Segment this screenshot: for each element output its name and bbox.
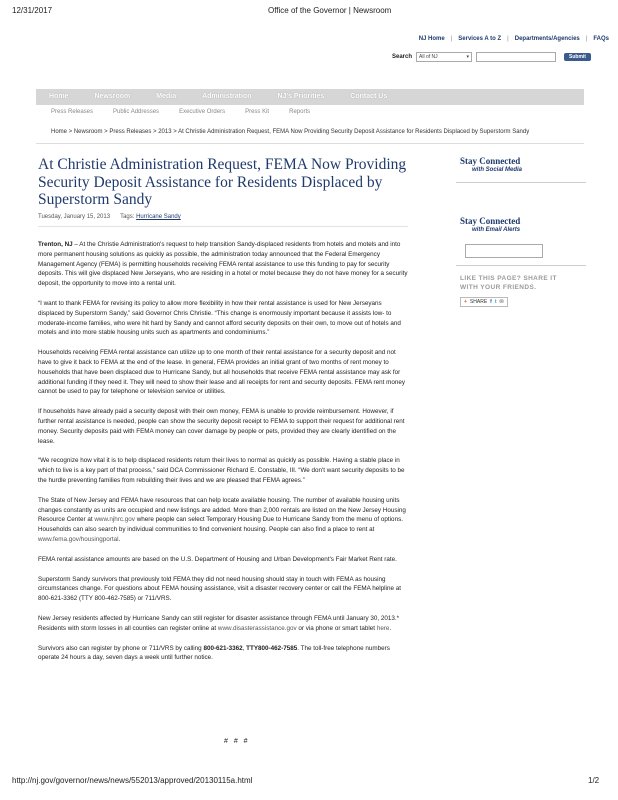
social-title: Stay Connected [460,156,521,166]
util-faqs[interactable]: FAQs [593,36,609,42]
disaster-assistance-link[interactable]: www.disasterassistance.gov [217,624,297,632]
share-label: SHARE [469,299,488,305]
facebook-icon: f [490,299,492,305]
divider [456,182,586,183]
tags-label: Tags: [120,214,135,220]
util-services[interactable]: Services A to Z [458,36,502,42]
end-mark: # # # [224,738,250,745]
paragraph [38,240,408,289]
nav-media[interactable]: Media [156,93,177,100]
paragraph: If households have already paid a security deposit with their own money, FEMA is unable to provide reimbursement. However, if further rental assistance is needed, people can show the security deposit receipt to FEMA to support their request for additional rent money. Security deposits paid with FEMA money can cover damage by people or pets, provided they are clearly identified on the lease. [38,408,405,445]
share-prompt-line: LIKE THIS PAGE? SHARE IT [460,275,557,282]
paragraph-text: . The toll-free telephone numbers operate 24 hours a day, seven days a week until further notice. [38,644,390,662]
submit-button[interactable]: Submit [564,53,591,61]
print-date: 12/31/2017 [12,6,53,15]
search-input[interactable] [476,52,556,62]
paragraph: Households receiving FEMA rental assistance can utilize up to one month of their rental assistance for a security deposit and not have to give it back to FEMA at the end of the lease. In general, FEMA provides an initial grant of two months of rent money to households that have been displaced due to Hurricane Sandy, but all households that receive FEMA rental assistance may ask for additional funding if they need it. They will need to show their lease and all receipts for rent and security deposits. FEMA rent money cannot be used to pay for telephone or television service or utilities. [38,349,406,396]
social-subtitle[interactable]: with Social Media [472,167,523,173]
print-url: http://nj.gov/governor/news/news/552013/approved/20130115a.html [12,776,253,785]
subnav-press-releases[interactable]: Press Releases [51,109,94,115]
search-scope-select[interactable] [416,52,472,62]
print-title: Office of the Governor | Newsroom [268,6,392,15]
plus-icon: + [464,299,467,305]
paragraph-text: The State of New Jersey and FEMA have resources that can help locate available housing. The number of available housing units changes constantly as units are occupied and new listings are added. More than 2,000 rentals are listed on the New Jersey Housing Resource Center at [38,496,406,524]
paragraph [38,644,408,664]
tag-link[interactable]: Hurricane Sandy [136,214,181,220]
paragraph-text: or via phone or smart tablet [296,624,377,632]
fema-housing-link[interactable]: www.fema.gov/housingportal [38,535,119,543]
utility-nav [416,36,612,42]
paragraph [38,614,408,634]
tablet-link[interactable]: here [376,624,390,632]
nav-newsroom[interactable]: Newsroom [94,93,131,100]
paragraph-text: , [242,644,247,652]
subnav-public-addresses[interactable]: Public Addresses [113,109,160,115]
paragraph-text: – At the Christie Administration's request to help transition Sandy-displaced residents from hotels and motels and into more permanent housing solutions as quickly as possible, the administration today announced that the Federal Emergency Management Agency (FEMA) is permitting households receiving FEMA rental assistance to use this funding to pay for security deposits. This will give displaced New Jerseyans, who are residing in a hotel or motel because they do not have money for a security deposit, the opportunity to move into a rental unit. [38,241,408,288]
util-nj-home[interactable]: NJ Home [418,36,445,42]
search-bar [392,52,591,62]
subnav-reports[interactable]: Reports [289,109,311,115]
nav-administration[interactable]: Administration [202,93,252,100]
nav-home[interactable]: Home [49,93,69,100]
twitter-icon: t [494,299,497,305]
paragraph-text: Survivors also can register by phone or 711/VRS by calling [38,644,204,652]
share-prompt-line: WITH YOUR FRIENDS. [460,284,537,291]
email-input[interactable] [465,244,543,258]
paragraph [38,496,408,545]
paragraph: FEMA rental assistance amounts are based on the U.S. Department of Housing and Urban Development's Fair Market Rent rate. [38,555,397,563]
main-nav [36,89,584,105]
paragraph: Superstorm Sandy survivors that previously told FEMA they did not need housing should stay in touch with FEMA as housing circumstances change. For questions about FEMA housing assistance, visit a disaster recovery center or call the FEMA helpline at 800-621-3362 (TTY 800-462-7585) or 711/VRS. [38,575,401,603]
subnav-press-kit[interactable]: Press Kit [245,109,270,115]
paragraph-text: where people can select Temporary Housing Due to Hurricane Sandy from the menu of options. Households can also search by individual communities to find convenient housing. People can also find a place to rent at [38,516,403,534]
tty-number: TTY800-462-7585 [246,644,298,652]
breadcrumb[interactable]: Home > Newsroom > Press Releases > 2013 > At Christie Administration Request, FEMA Now Providing Security Deposit Assistance for Residents Displaced by Superstorm Sandy [51,129,530,135]
paragraph-text: . [118,535,121,543]
nav-priorities[interactable]: NJ's Priorities [277,93,325,100]
share-prompt [460,274,557,292]
subnav-executive-orders[interactable]: Executive Orders [179,109,226,115]
divider [36,143,584,144]
paragraph-text: New Jersey residents affected by Hurricane Sandy can still register for disaster assistance through FEMA until January 30, 2013.* Residents with storm losses in all counties can register online at [38,614,400,632]
email-title: Stay Connected [460,216,521,226]
article-body [38,240,408,673]
nav-contact[interactable]: Contact Us [350,93,388,100]
njhrc-link[interactable]: www.njhrc.gov [94,516,135,524]
article-date: Tuesday, January 15, 2013 [38,214,111,220]
dateline: Trenton, NJ [38,241,73,248]
paragraph: “I want to thank FEMA for revising its policy to allow more flexibility in how their rental assistance is used for New Jerseyans displaced by Superstorm Sandy,” said Governor Chris Christie. “This change is enormously important because it assists low- to moderate-income families, who were hit hard by Sandy and cannot afford security deposits on their own, to move out of hotels and motels and into more stable housing units such as apartments and condominiums.” [38,299,401,337]
article-title: At Christie Administration Request, FEMA Now Providing Security Deposit Assistance for Residents Displaced by Superstorm Sandy [38,156,407,208]
search-label: Search [392,54,413,60]
util-sep: | [450,36,453,42]
util-departments[interactable]: Departments/Agencies [514,36,580,42]
phone-number: 800-621-3362 [203,644,243,652]
print-page-number: 1/2 [588,776,600,785]
util-sep: | [585,36,588,42]
article-meta [38,214,181,220]
util-sep: | [507,36,509,42]
email-icon: ✉ [499,299,504,305]
paragraph-text: . [389,624,392,632]
email-subtitle[interactable]: with Email Alerts [472,227,521,233]
divider [38,226,408,227]
search-scope-value: All of NJ [419,54,438,60]
sub-nav [51,109,310,115]
chevron-down-icon: ▾ [466,54,470,60]
divider [456,265,586,266]
share-button[interactable] [460,297,508,307]
paragraph: “We recognize how vital it is to help displaced residents return their lives to normal as quickly as possible. Having a stable place in which to live is a key part of that process,” said DCA Commissioner Richard E. Constable, III. “We don't want security deposits to be the hurdle preventing families from rebuilding their lives and we are pleased that FEMA agrees.” [38,457,405,484]
